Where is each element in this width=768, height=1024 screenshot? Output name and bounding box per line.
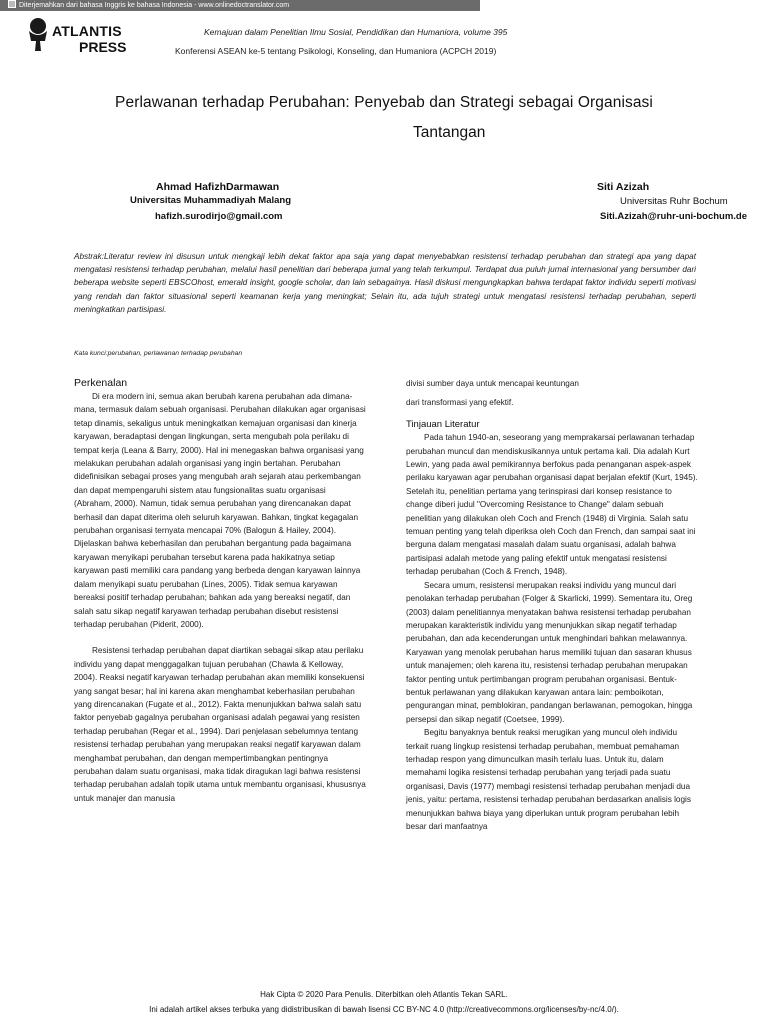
paragraph: Begitu banyaknya bentuk reaksi merugikan yang muncul oleh individu terkait ruang lingkup resistensi terhadap perubahan, membuat pemahaman terhadap respon yang dimunculkan masih terlalu luas. Untuk itu, dalam memahami logika resistensi terhadap perubahan yang terjadi pada suatu organisasi, Davis (1977) membagi resistensi terhadap perubahan menjadi dua jenis, yaitu: pertama, resistensi terhadap perubahan berdasarkan analisis logis menunjukkan bahwa biaya yang diperlukan untuk program perubahan lebih besar dari manfaatnya	[406, 728, 691, 831]
right-column	[406, 377, 698, 833]
translation-banner[interactable]	[0, 0, 480, 11]
author-1-email[interactable]: hafizh.surodirjo@gmail.com	[155, 211, 283, 222]
author-2-affiliation: Universitas Ruhr Bochum	[620, 196, 728, 207]
author-1-affiliation: Universitas Muhammadiyah Malang	[130, 195, 292, 206]
section-heading-literature-review: Tinjauan Literatur	[406, 418, 480, 430]
abstract: Abstrak:Literatur review ini disusun untuk mengkaji lebih dekat faktor apa saja yang dapat menyebabkan resistensi terhadap perubahan dan strategi apa yang dapat mengatasi resistensi terhadap perubahan, melalui hasil penelitian dari beberapa jurnal yang telah terkumpul. Terdapat dua puluh jurnal internasional yang bersumber dari beberapa website seperti EBSCOhost, emerald insight, google scholar, dan lain sebagainya. Hasil diskusi mengungkapkan bahwa terdapat faktor individu seperti motivasi yang rendah dan faktor situasional seperti keamanan kerja yang meningkat; Selain itu, ada tujuh strategi untuk mengatasi resistensi terhadap perubahan, seperti meningkatkan partisipasi.	[74, 252, 696, 314]
logo-line-1: ATLANTIS	[52, 23, 122, 39]
paper-title: Perlawanan terhadap Perubahan: Penyebab dan Strategi sebagai Organisasi	[115, 94, 653, 111]
paragraph: Di era modern ini, semua akan berubah karena perubahan ada dimana-mana, termasuk dalam sebuah organisasi. Perubahan dilakukan agar organisasi tetap dinamis, sekaligus untuk meningkatkan kemajuan organisasi dan kinerja karyawan, beradaptasi dengan lingkungan, serta mengubah pola perilaku di tempat kerja (Leana & Barry, 2000). Hal ini menegaskan bahwa organisasi yang melakukan perubahan adalah organisasi yang ingin bertahan. Perubahan didefinisikan sebagai proses yang mengubah arah sejarah atau perkembangan dan dapat mempengaruhi sistem atau fungsionalitas suatu organisasi (Abraham, 2000). Namun, tidak semua perubahan yang direncanakan dapat berhasil dan dapat diterima oleh seluruh karyawan. Bahkan, tingkat kegagalan perubahan organisasi ternyata mencapai 70% (Balogun & Hailey, 2004). Dijelaskan bahwa keberhasilan dan perubahan bergantung pada bagaimana karyawan menyikapi perubahan tersebut karena pada hakikatnya setiap karyawan pasti memiliki cara pandang yang berbeda dengan karyawan lainnya dalam menyikapi suatu perubahan (Lines, 2005). Tidak semua karyawan bereaksi positif terhadap perubahan; bahkan ada yang bereaksi negatif, dan salah satu sikap negatif karyawan terhadap perubahan disebut resistensi terhadap perubahan (Piderit, 2000).	[74, 392, 366, 629]
author-2-email[interactable]: Siti.Azizah@ruhr-uni-bochum.de	[600, 211, 748, 222]
keywords: Kata kunci:perubahan, perlawanan terhadap perubahan	[74, 350, 243, 357]
paragraph-continuation: dari transformasi yang efektif.	[406, 398, 514, 408]
paragraph: Pada tahun 1940-an, seseorang yang memprakarsai perlawanan terhadap perubahan muncul dan mendiskusikannya untuk pertama kali. Dia adalah Kurt Lewin, yang pada awal pemikirannya berfokus pada penanganan aspek-aspek perilaku karyawan agar perubahan organisasi dapat berjalan efektif (Kurt, 1945). Setelah itu, penelitian pertama yang terinspirasi dari konsep resistance to change diberi judul "Overcoming Resistance to Change" dalam sebuah penelitian yang dilakukan oleh Coch and French (1948) di Virginia. Salah satu temuan penting yang telah diperiksa oleh Coch dan French, dan sampai saat ini berguna dalam mengatasi masalah dalam suatu organisasi, adalah bahwa partisipasi adalah metode yang paling efektif untuk mengatasi resistensi terhadap perubahan (Coch & French, 1948).	[406, 433, 698, 577]
paper-title-line-2: Tantangan	[413, 124, 486, 141]
author-2-name: Siti Azizah	[597, 181, 650, 193]
publisher-logo	[25, 17, 125, 67]
conference-name: Konferensi ASEAN ke-5 tentang Psikologi, Konseling, dan Humaniora (ACPCH 2019)	[175, 46, 497, 56]
section-heading-introduction: Perkenalan	[74, 377, 128, 389]
paragraph-continuation: divisi sumber daya untuk mencapai keuntungan	[406, 379, 579, 388]
left-column	[74, 390, 366, 805]
translation-banner-text: Diterjemahkan dari bahasa Inggris ke bahasa Indonesia - www.onlinedoctranslator.com	[19, 2, 290, 9]
checkbox-icon	[8, 0, 16, 8]
atlas-figure-icon	[25, 17, 51, 53]
copyright-notice: Hak Cipta © 2020 Para Penulis. Diterbitkan oleh Atlantis Tekan SARL.	[260, 990, 508, 999]
journal-name: Kemajuan dalam Penelitian Ilmu Sosial, Pendidikan dan Humaniora, volume 395	[204, 27, 508, 37]
author-1-name: Ahmad HafizhDarmawan	[156, 181, 280, 193]
logo-line-2: PRESS	[79, 39, 127, 55]
license-notice[interactable]: Ini adalah artikel akses terbuka yang didistribusikan di bawah lisensi CC BY-NC 4.0 (http://creativecommons.org/licenses/by-nc/4.0/).	[149, 1005, 619, 1014]
paragraph: Resistensi terhadap perubahan dapat diartikan sebagai sikap atau perilaku individu yang dapat menggagalkan tujuan perubahan (Chawla & Kelloway, 2004). Reaksi negatif karyawan terhadap perubahan akan memiliki konsekuensi yang sangat besar; hal ini karena akan menghambat keberhasilan perubahan yang direncanakan (Fugate et al., 2012). Fakta menunjukkan bahwa salah satu faktor penyebab gagalnya perubahan organisasi adalah pegawai yang resisten terhadap perubahan (Regar et al., 1994). Dari penjelasan sebelumnya tentang resistensi terhadap perubahan yang merupakan reaksi negatif karyawan dalam menghambat perubahan, dan dengan mempertimbangkan pentingnya perubahan dalam suatu organisasi, maka tidak diragukan lagi bahwa resistensi terhadap perubahan adalah topik utama untuk membantu organisasi, khususnya untuk manajer dan manusia	[74, 646, 366, 803]
paragraph: Secara umum, resistensi merupakan reaksi individu yang muncul dari penolakan terhadap perubahan (Folger & Skarlicki, 1999). Sementara itu, Oreg (2003) dalam penelitiannya menyatakan bahwa resistensi terhadap perubahan merupakan karakteristik individu yang menunjukkan sikap negatif terhadap perubahan, dan ada kecenderungan untuk menghindari bahkan melawannya. Karyawan yang menolak perubahan harus memiliki tujuan dan sasaran khusus untuk manajemen; oleh karena itu, resistensi terhadap perubahan merupakan faktor penting untuk pertimbangan program perubahan organisasi. Bentuk-bentuk perlawanan yang dilakukan karyawan antara lain: pemboikotan, pengurangan minat, pemblokiran, pandangan berlawanan, pemogokan, hingga persepsi dan sikap negatif (Coetsee, 1999).	[406, 580, 693, 724]
